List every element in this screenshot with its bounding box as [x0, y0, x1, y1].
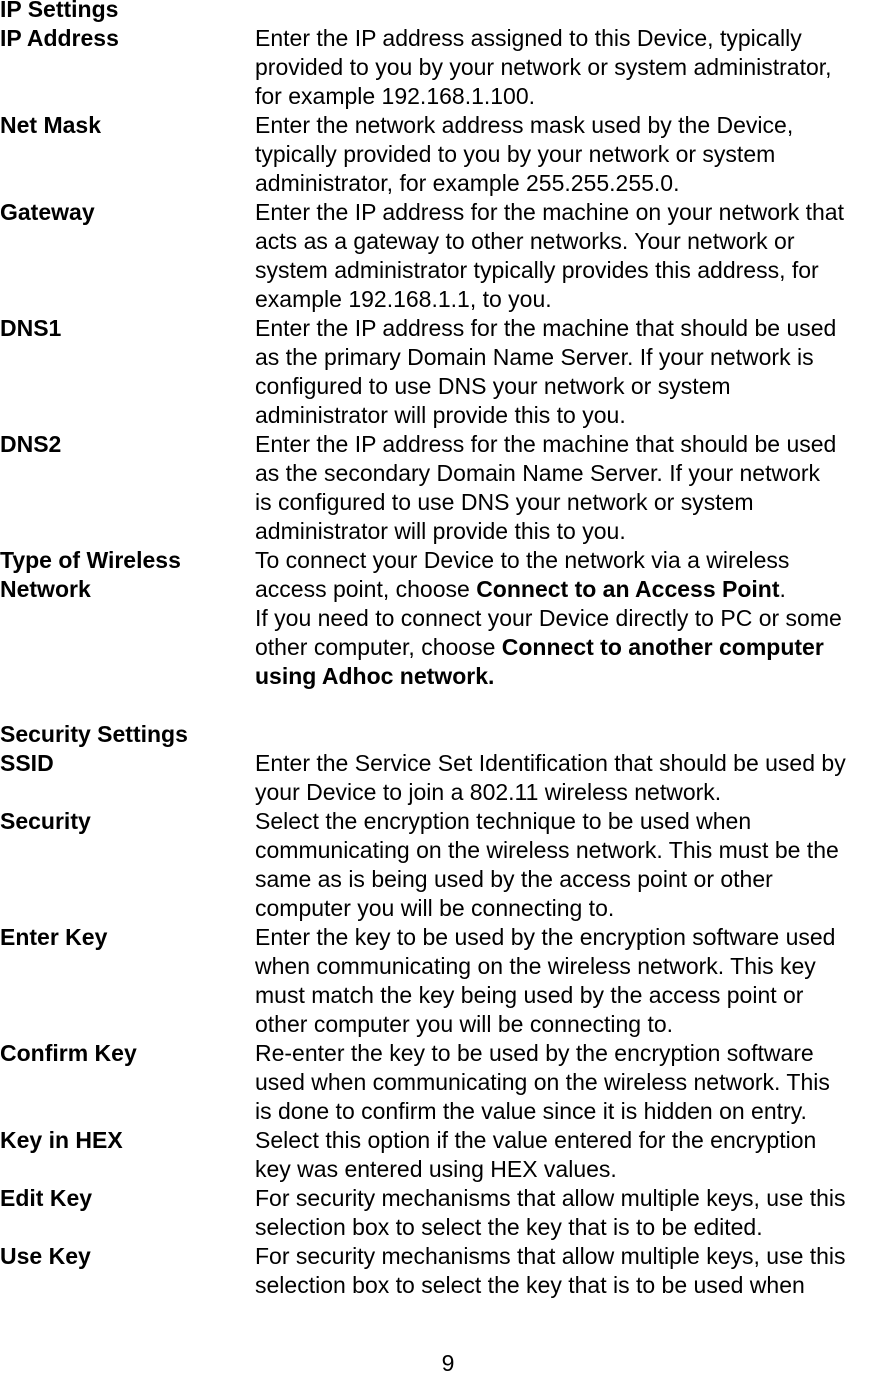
page-number: 9: [441, 1350, 455, 1376]
definition-description: [255, 749, 896, 807]
definition-description: [255, 430, 896, 546]
definition-entry: [0, 111, 896, 198]
description-line: computer you will be connecting to.: [255, 895, 615, 921]
description-line: selection box to select the key that is to be edited.: [255, 1214, 763, 1240]
description-line: communicating on the wireless network. This must be the: [255, 837, 839, 863]
definition-term: Edit Key: [0, 1185, 93, 1211]
description-line: used when communicating on the wireless network. This: [255, 1069, 830, 1095]
definition-entry: [0, 1242, 896, 1300]
description-line: Enter the IP address for the machine that should be used: [255, 431, 837, 457]
definition-description: [255, 1039, 896, 1126]
definition-entry: [0, 1126, 896, 1184]
security-settings-heading: Security Settings: [0, 721, 188, 747]
description-line: To connect your Device to the network via a wireless: [255, 547, 790, 573]
definition-entry: [0, 807, 896, 923]
description-line: as the secondary Domain Name Server. If your network: [255, 460, 821, 486]
definition-description: [255, 1242, 896, 1300]
description-line: as the primary Domain Name Server. If your network is: [255, 344, 814, 370]
description-line: Enter the IP address assigned to this Device, typically: [255, 25, 802, 51]
definition-description: [255, 1184, 896, 1242]
description-line: same as is being used by the access point or other: [255, 866, 773, 892]
description-line: configured to use DNS your network or system: [255, 373, 731, 399]
description-line: Select this option if the value entered for the encryption: [255, 1127, 817, 1153]
description-text: .: [779, 576, 786, 602]
description-line: Select the encryption technique to be used when: [255, 808, 752, 834]
definition-term: IP Address: [0, 25, 119, 51]
option-name: Connect to another computer: [501, 634, 824, 660]
description-line: If you need to connect your Device directly to PC or some: [255, 605, 842, 631]
description-text: access point, choose: [255, 576, 477, 602]
definition-description: [255, 923, 896, 1039]
definition-entry: [0, 546, 896, 691]
description-line: Enter the key to be used by the encryption software used: [255, 924, 836, 950]
definition-term: DNS1: [0, 315, 62, 341]
description-line: Enter the Service Set Identification that should be used by: [255, 750, 846, 776]
definition-term: Type of Wireless Network: [0, 547, 181, 602]
definition-entry: [0, 430, 896, 546]
description-line: for example 192.168.1.100.: [255, 83, 536, 109]
section-spacer: [0, 691, 896, 720]
description-line: Enter the IP address for the machine that should be used: [255, 315, 837, 341]
description-line: provided to you by your network or system administrator,: [255, 54, 832, 80]
description-line: key was entered using HEX values.: [255, 1156, 617, 1182]
definition-term: Confirm Key: [0, 1040, 137, 1066]
definition-entry: [0, 749, 896, 807]
description-line: system administrator typically provides this address, for: [255, 257, 819, 283]
definition-description: [255, 24, 896, 111]
definition-entry: [0, 1184, 896, 1242]
description-line: must match the key being used by the access point or: [255, 982, 804, 1008]
description-line: example 192.168.1.1, to you.: [255, 286, 552, 312]
ip-settings-list: [0, 24, 896, 546]
description-line: administrator, for example 255.255.255.0.: [255, 170, 680, 196]
description-line: selection box to select the key that is to be used when: [255, 1272, 805, 1298]
description-line: [255, 633, 896, 662]
definition-entry: [0, 1039, 896, 1126]
definition-term: Use Key: [0, 1243, 91, 1269]
definition-entry: [0, 314, 896, 430]
definition-term: Enter Key: [0, 924, 108, 950]
option-name: Connect to an Access Point: [476, 576, 780, 602]
ip-settings-heading: IP Settings: [0, 0, 119, 22]
definition-term: DNS2: [0, 431, 62, 457]
description-text: other computer, choose: [255, 634, 502, 660]
definition-entry: [0, 923, 896, 1039]
description-line: typically provided to you by your network or system: [255, 141, 776, 167]
definition-description: [255, 546, 896, 691]
description-line: acts as a gateway to other networks. Your network or: [255, 228, 795, 254]
definition-entry: [0, 24, 896, 111]
definition-term: Gateway: [0, 199, 95, 225]
description-line: administrator will provide this to you.: [255, 402, 626, 428]
description-line: For security mechanisms that allow multiple keys, use this: [255, 1243, 846, 1269]
description-line: [255, 575, 896, 604]
definition-description: [255, 111, 896, 198]
description-line: is done to confirm the value since it is hidden on entry.: [255, 1098, 807, 1124]
description-line: when communicating on the wireless network. This key: [255, 953, 816, 979]
description-line: Enter the IP address for the machine on your network that: [255, 199, 844, 225]
description-line: [255, 662, 896, 691]
description-line: Re-enter the key to be used by the encryption software: [255, 1040, 814, 1066]
definition-entry: [0, 198, 896, 314]
definition-description: [255, 807, 896, 923]
description-line: For security mechanisms that allow multiple keys, use this: [255, 1185, 846, 1211]
definition-term: Key in HEX: [0, 1127, 123, 1153]
description-line: is configured to use DNS your network or system: [255, 489, 754, 515]
definition-term: Net Mask: [0, 112, 101, 138]
definition-term: SSID: [0, 750, 54, 776]
description-line: your Device to join a 802.11 wireless network.: [255, 779, 722, 805]
option-name: using Adhoc network.: [255, 663, 495, 689]
definition-description: [255, 198, 896, 314]
security-settings-list: [0, 749, 896, 1300]
definition-description: [255, 1126, 896, 1184]
description-line: other computer you will be connecting to.: [255, 1011, 674, 1037]
description-line: Enter the network address mask used by the Device,: [255, 112, 794, 138]
definition-term: Security: [0, 808, 91, 834]
definition-description: [255, 314, 896, 430]
description-line: administrator will provide this to you.: [255, 518, 626, 544]
